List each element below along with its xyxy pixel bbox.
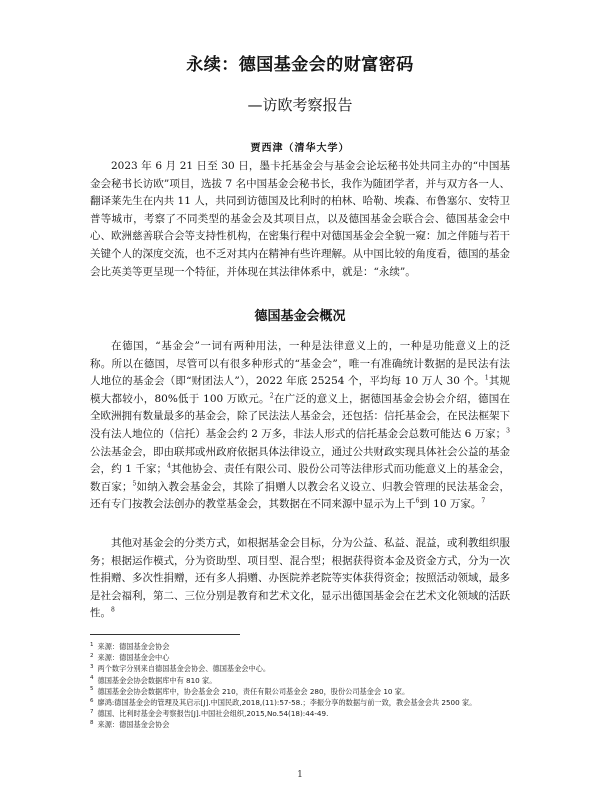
footnote-number: 7 (90, 708, 94, 715)
footnote-marker[interactable]: 4 (167, 462, 171, 470)
footnote-divider (90, 634, 240, 635)
document-title: 永续：德国基金会的财富密码 (186, 55, 414, 75)
overview-text-4: 公法基金会，即由联邦或州政府依据具体法律设立，通过公共财政实现具体社会公益的基金会，约 1 千家； (90, 445, 510, 476)
page-number: 1 (297, 770, 303, 780)
footnote-text: 来源：德国基金会协会 (97, 642, 170, 651)
footnote-text: 廖鸿:德国基金会的管理及其启示[J].中国民政,2018,(11):57-58.；李振分享的数据与前一致，教会基金会共 2500 家。 (97, 698, 477, 708)
footnote-number: 8 (90, 720, 94, 727)
footnote (90, 708, 510, 719)
footnote (90, 652, 510, 663)
footnote-number: 1 (90, 641, 94, 648)
footnote (90, 697, 510, 708)
footnote (90, 663, 510, 674)
overview-text-7: 到 10 万家。 (419, 498, 482, 511)
overview-text-3: 在广泛的意义上，据德国基金会协会介绍，德国在全欧洲拥有数量最多的基金会，除了民法法人基金会，还包括：信托基金会，在民法框架下没有法人地位的（信托）基金会约 2 万多，非法人形式的信托基金会总数可能达 6 万家； (90, 392, 510, 440)
footnote-number: 5 (90, 686, 94, 693)
overview-text-2: 其规模大都较小，80%低于 100 万欧元。 (90, 375, 510, 405)
overview-paragraph (90, 338, 510, 514)
footnote-marker[interactable]: 5 (132, 480, 137, 488)
footnote-marker[interactable]: 2 (269, 392, 274, 400)
intro-paragraph: 2023 年 6 月 21 日至 30 日，墨卡托基金会与基金会论坛秘书处共同主办的“中国基金会秘书长访欧”项目，选拔 7 名中国基金会秘书长，我作为随团学者，并与双方各一人、翻译莱先生在内共 11 人，共同到访德国及比利时的柏林、哈勒、埃森、布鲁塞尔、安特卫普等城市，考察了不同类型的基金会及其项目点，以及德国基金会联合会、德国基金会中心、欧洲慈善联合会等支持性机构，在密集行程中对德国基金会全貌一窥：加之伴随与若干关键个人的深度交流，也不乏对其内在精神有些许理解。从中国比较的角度看，德国的基金会比英美等更呈现一个特征，并体现在其法律体系中，就是：“永续”。 (90, 160, 510, 278)
footnote-text: 德国、比利时基金会考察报告[J].中国社会组织,2015,No.54(18):44-49. (97, 709, 329, 719)
footnote-text: 来源：德国基金会协会 (97, 720, 170, 730)
footnote (90, 719, 510, 730)
footnote-text: 来源：德国基金会中心 (97, 653, 170, 663)
classification-paragraph (90, 535, 510, 623)
footnote-marker[interactable]: 6 (415, 497, 420, 505)
footnote-text: 德国基金会协会数据库中，协会基金会 210，责任有限公司基金会 280，股份公司基金会 10 家。 (97, 686, 410, 696)
footnote-number: 4 (90, 675, 94, 682)
footnote-marker[interactable]: 1 (484, 374, 489, 382)
footnote (90, 675, 510, 686)
classification-text: 其他对基金会的分类方式，如根据基金会目标，分为公益、私益、混益，或利教组织服务；根据运作模式，分为资助型、项目型、混合型；根据获得资本金及资金方式，分为一次性捐赠、多次性捐赠，还有多人捐赠、办医院养老院等实体获得资金；按照活动领域，最多是社会福利，第二、三位分别是教育和艺术文化，显示出德国基金会在艺术文化领域的活跃性。 (90, 537, 510, 620)
footnote-number: 3 (90, 664, 94, 671)
footnote-marker[interactable]: 3 (506, 427, 510, 435)
overview-text-5: 其他协会、责任有限公司、股份公司等法律形式而功能意义上的基金会，数百家； (90, 463, 511, 493)
footnotes (90, 641, 510, 731)
document-subtitle: —访欧考察报告 (247, 96, 353, 114)
footnote-marker[interactable]: 8 (111, 606, 115, 614)
footnote-number: 2 (90, 652, 94, 659)
section-heading: 德国基金会概况 (254, 309, 346, 324)
overview-text-1: 在德国，“基金会”一词有两种用法，一种是法律意义上的，一种是功能意义上的泛称。所以在德国，尽管可以有很多种形式的“基金会”，唯一有准确统计数据的是民法有法人地位的基金会（即“财团法人”），2022 年底 25254 个，平均每 10 万人 30 个。 (90, 340, 510, 388)
footnote-marker[interactable]: 7 (481, 497, 486, 505)
footnote-text: 德国基金会协会数据库中有 810 家。 (97, 675, 217, 685)
footnote-number: 6 (90, 697, 94, 704)
footnote (90, 641, 510, 652)
footnote-text: 两个数字分别来自德国基金会协会、德国基金会中心。 (97, 664, 271, 674)
author-line: 贾西津（清华大学） (250, 143, 350, 154)
footnote (90, 686, 510, 697)
overview-text-6: 如纳入教会基金会，其除了捐赠人以教会名义设立、归教会管理的民法基金会，还有专门按教会法创办的教堂基金会，其数据在不同来源中显示为上千 (90, 480, 511, 511)
